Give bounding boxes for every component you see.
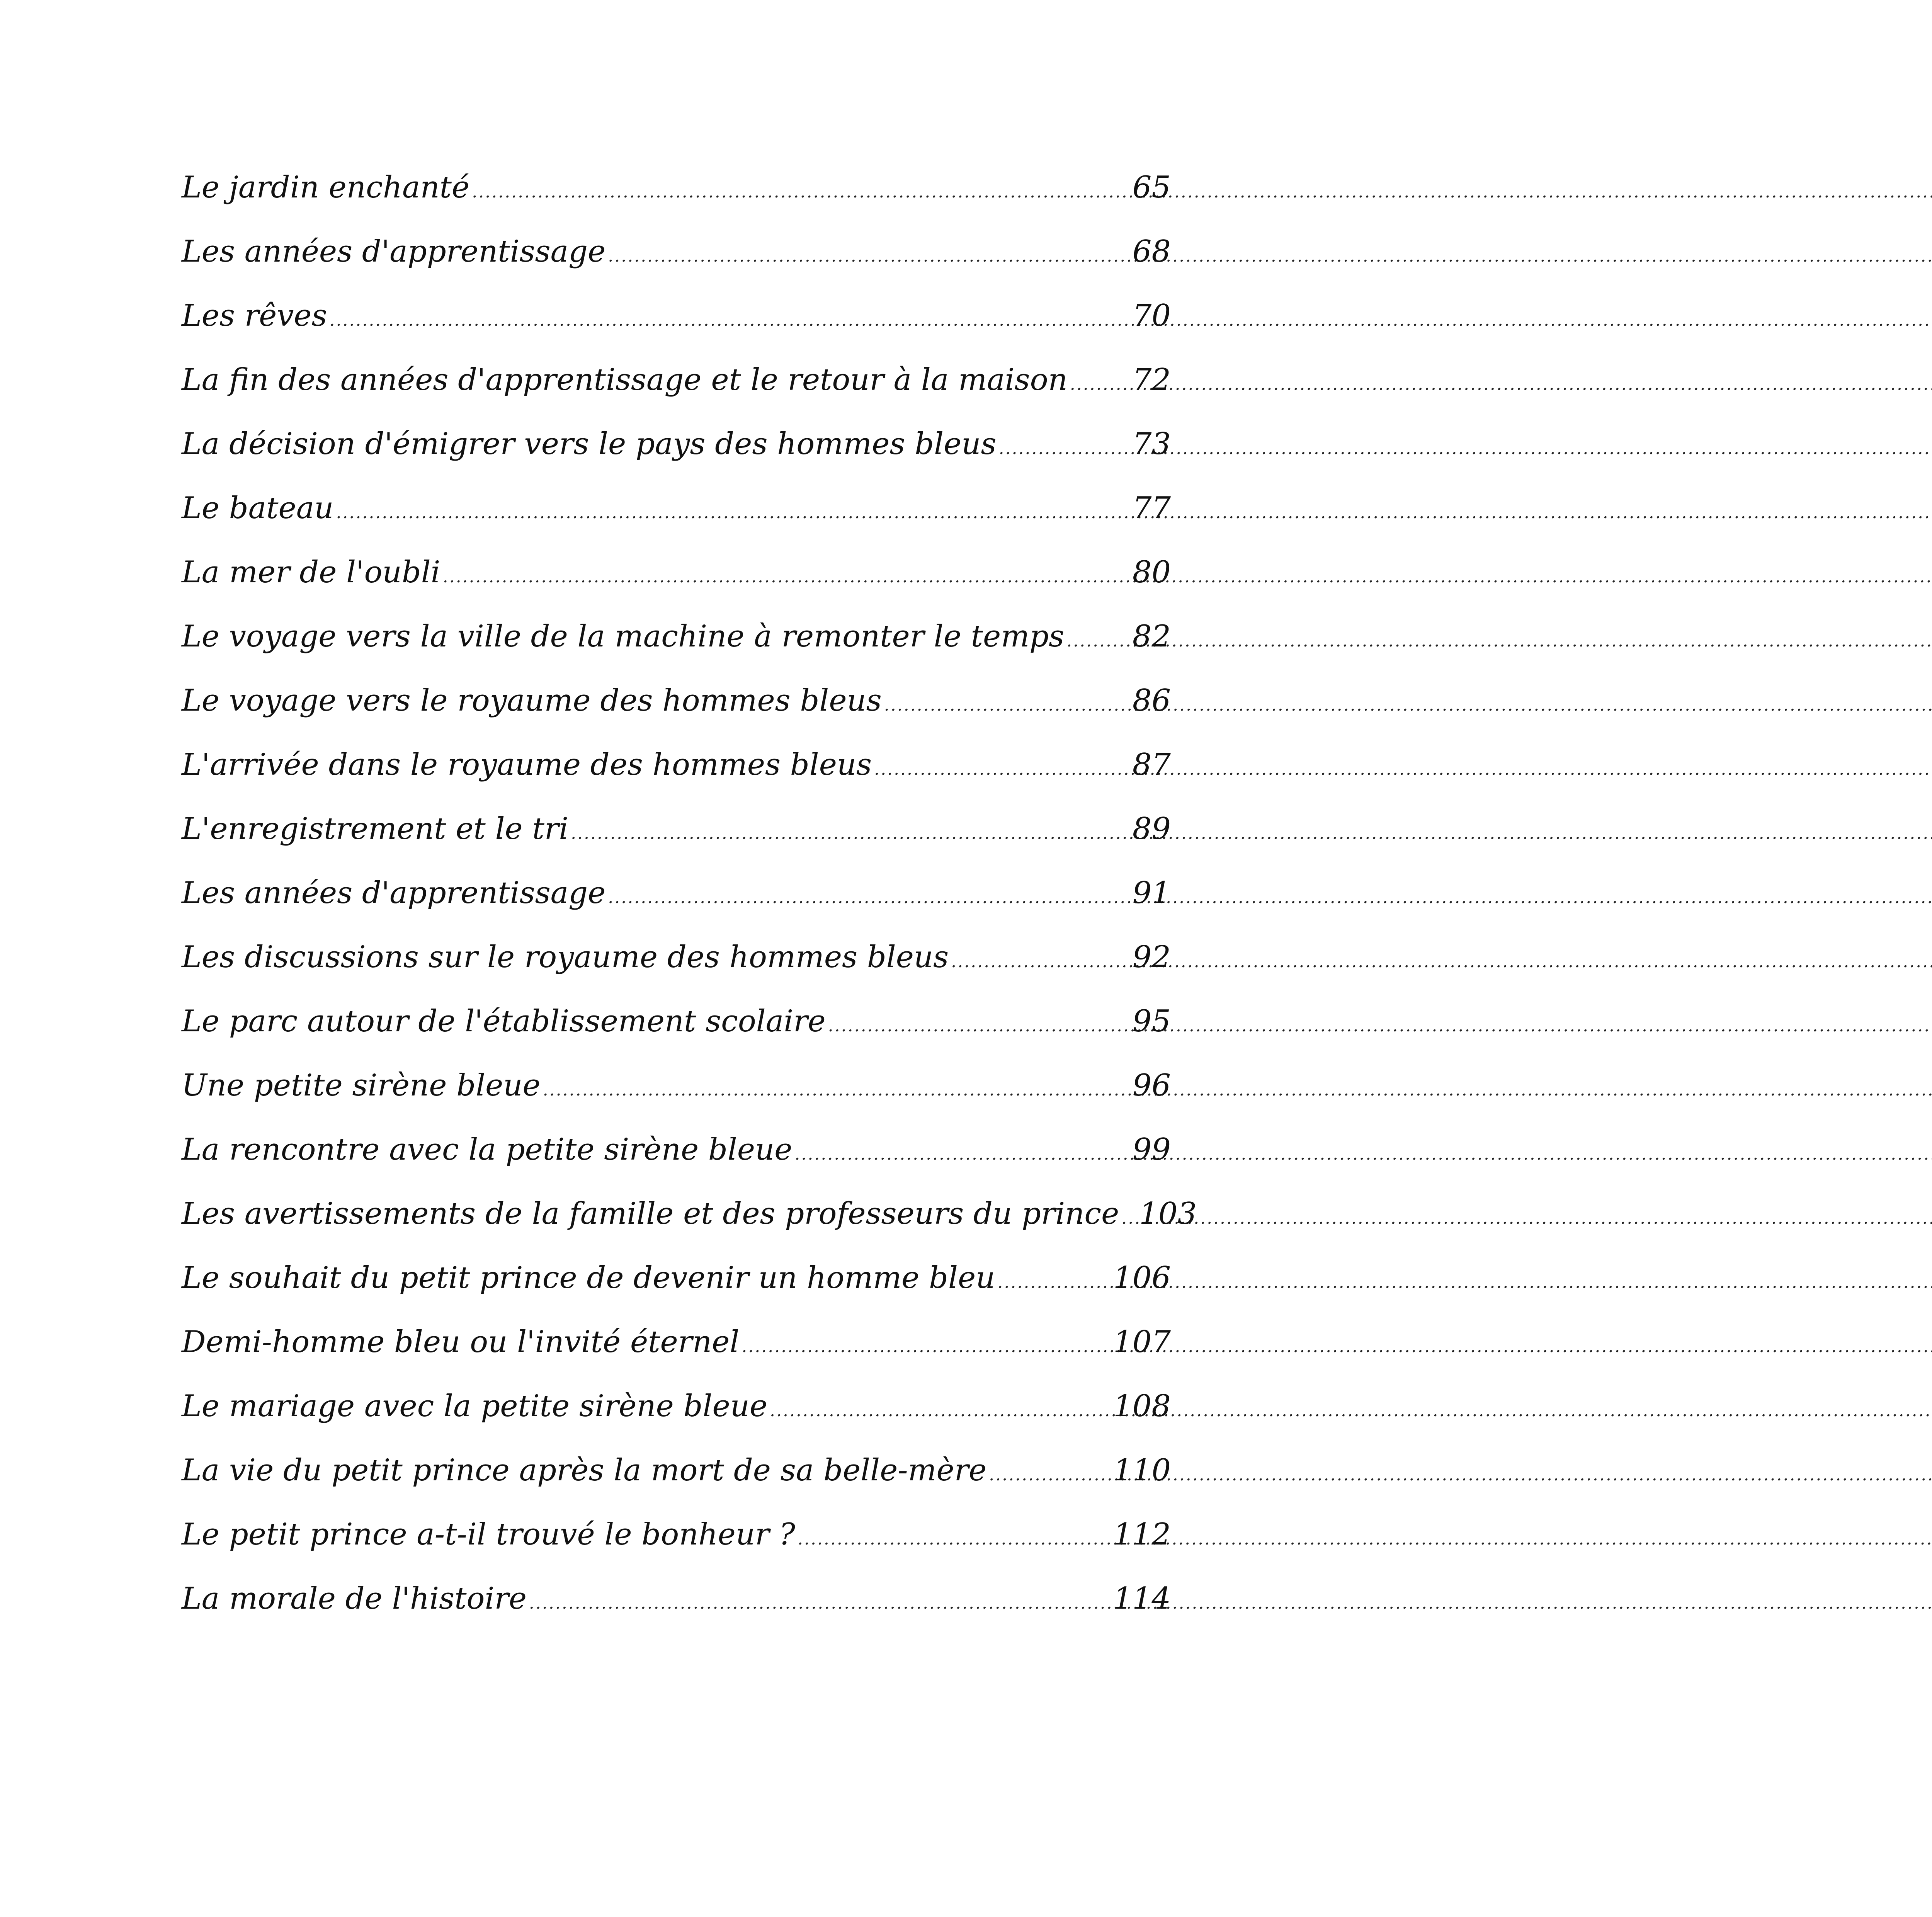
toc-dot-leader xyxy=(608,888,1130,907)
toc-entry-page: 68 xyxy=(1132,234,1171,269)
toc-dot-leader xyxy=(543,1080,1130,1100)
toc-entry-page: 87 xyxy=(1132,747,1171,782)
toc-entry-title: Les discussions sur le royaume des hommes bleus xyxy=(182,940,949,975)
toc-entry-page: 110 xyxy=(1113,1453,1171,1488)
toc-entry-title: La morale de l'histoire xyxy=(182,1581,527,1616)
toc-entry xyxy=(182,1325,1171,1389)
toc-entry xyxy=(182,811,1171,876)
toc-entry xyxy=(182,940,1171,1004)
toc-entry-page: 70 xyxy=(1132,298,1171,333)
toc-entry-title: La mer de l'oubli xyxy=(182,555,440,590)
toc-dot-leader xyxy=(997,1272,1111,1292)
toc-dot-leader xyxy=(951,952,1130,971)
toc-entry-title: Les rêves xyxy=(182,298,327,333)
toc-dot-leader xyxy=(828,1016,1130,1036)
toc-entry-title: Le mariage avec la petite sirène bleue xyxy=(182,1389,768,1424)
toc-entry xyxy=(182,1068,1171,1132)
toc-entry-page: 73 xyxy=(1132,427,1171,461)
toc-dot-leader xyxy=(1070,374,1130,394)
toc-dot-leader xyxy=(874,759,1130,779)
toc-entry-title: Les avertissements de la famille et des professeurs du prince xyxy=(182,1196,1119,1231)
toc-entry-page: 92 xyxy=(1132,940,1171,975)
toc-entry-title: Les années d'apprentissage xyxy=(182,876,606,910)
toc-dot-leader xyxy=(989,1465,1111,1485)
toc-entry-title: L'arrivée dans le royaume des hommes bleus xyxy=(182,747,872,782)
toc-entry xyxy=(182,619,1171,683)
toc-entry-page: 77 xyxy=(1132,491,1171,526)
toc-entry xyxy=(182,1196,1197,1260)
toc-entry-title: Le petit prince a-t-il trouvé le bonheur ? xyxy=(182,1517,795,1552)
toc-dot-leader xyxy=(529,1593,1111,1613)
toc-dot-leader xyxy=(999,439,1130,458)
toc-entry-title: Le bateau xyxy=(182,491,334,526)
toc-entry xyxy=(182,1132,1171,1196)
toc-dot-leader xyxy=(794,1144,1130,1164)
toc-entry xyxy=(182,491,1171,555)
table-of-contents xyxy=(182,170,1197,1645)
toc-entry-page: 86 xyxy=(1132,683,1171,718)
toc-dot-leader xyxy=(443,567,1130,587)
toc-dot-leader xyxy=(1066,631,1130,651)
toc-entry-page: 96 xyxy=(1132,1068,1171,1103)
toc-entry-title: La décision d'émigrer vers le pays des hommes bleus xyxy=(182,427,997,461)
toc-dot-leader xyxy=(336,503,1130,522)
toc-entry-title: L'enregistrement et le tri xyxy=(182,811,569,846)
toc-entry-title: Le jardin enchanté xyxy=(182,170,470,205)
toc-entry xyxy=(182,555,1171,619)
toc-dot-leader xyxy=(608,246,1130,266)
toc-entry-title: Le souhait du petit prince de devenir un homme bleu xyxy=(182,1260,995,1295)
toc-entry-title: Le voyage vers le royaume des hommes bleus xyxy=(182,683,882,718)
toc-entry-page: 80 xyxy=(1132,555,1171,590)
toc-entry-page: 72 xyxy=(1132,362,1171,397)
toc-dot-leader xyxy=(329,310,1130,330)
toc-entry-page: 103 xyxy=(1139,1196,1197,1231)
toc-entry xyxy=(182,1517,1171,1581)
toc-dot-leader xyxy=(884,695,1130,715)
toc-entry-page: 65 xyxy=(1132,170,1171,205)
toc-entry-page: 108 xyxy=(1113,1389,1171,1424)
toc-entry-title: Le voyage vers la ville de la machine à remonter le temps xyxy=(182,619,1065,654)
toc-entry-title: Le parc autour de l'établissement scolaire xyxy=(182,1004,826,1039)
toc-entry-page: 95 xyxy=(1132,1004,1171,1039)
toc-entry-title: La vie du petit prince après la mort de sa belle-mère xyxy=(182,1453,987,1488)
toc-entry-title: Une petite sirène bleue xyxy=(182,1068,541,1103)
toc-entry xyxy=(182,1453,1171,1517)
toc-dot-leader xyxy=(798,1529,1111,1549)
toc-dot-leader xyxy=(472,182,1130,202)
toc-entry xyxy=(182,427,1171,491)
toc-dot-leader xyxy=(742,1337,1111,1356)
toc-entry xyxy=(182,747,1171,811)
toc-entry-title: La fin des années d'apprentissage et le retour à la maison xyxy=(182,362,1068,397)
toc-entry xyxy=(182,1004,1171,1068)
toc-dot-leader xyxy=(571,823,1130,843)
toc-entry xyxy=(182,683,1171,747)
toc-entry-page: 82 xyxy=(1132,619,1171,654)
toc-entry-title: La rencontre avec la petite sirène bleue xyxy=(182,1132,793,1167)
toc-entry xyxy=(182,1581,1171,1645)
toc-entry-page: 114 xyxy=(1113,1581,1171,1616)
toc-dot-leader xyxy=(1121,1208,1137,1228)
toc-entry xyxy=(182,170,1171,234)
toc-entry xyxy=(182,876,1171,940)
toc-entry-page: 89 xyxy=(1132,811,1171,846)
toc-entry-title: Les années d'apprentissage xyxy=(182,234,606,269)
toc-entry xyxy=(182,298,1171,362)
toc-entry-page: 112 xyxy=(1113,1517,1171,1552)
toc-entry xyxy=(182,234,1171,298)
toc-entry xyxy=(182,1260,1171,1325)
toc-entry xyxy=(182,1389,1171,1453)
toc-entry xyxy=(182,362,1171,427)
toc-entry-page: 107 xyxy=(1113,1325,1171,1359)
toc-entry-title: Demi-homme bleu ou l'invité éternel xyxy=(182,1325,740,1359)
toc-dot-leader xyxy=(770,1401,1111,1420)
toc-entry-page: 99 xyxy=(1132,1132,1171,1167)
toc-entry-page: 106 xyxy=(1113,1260,1171,1295)
toc-entry-page: 91 xyxy=(1132,876,1171,910)
